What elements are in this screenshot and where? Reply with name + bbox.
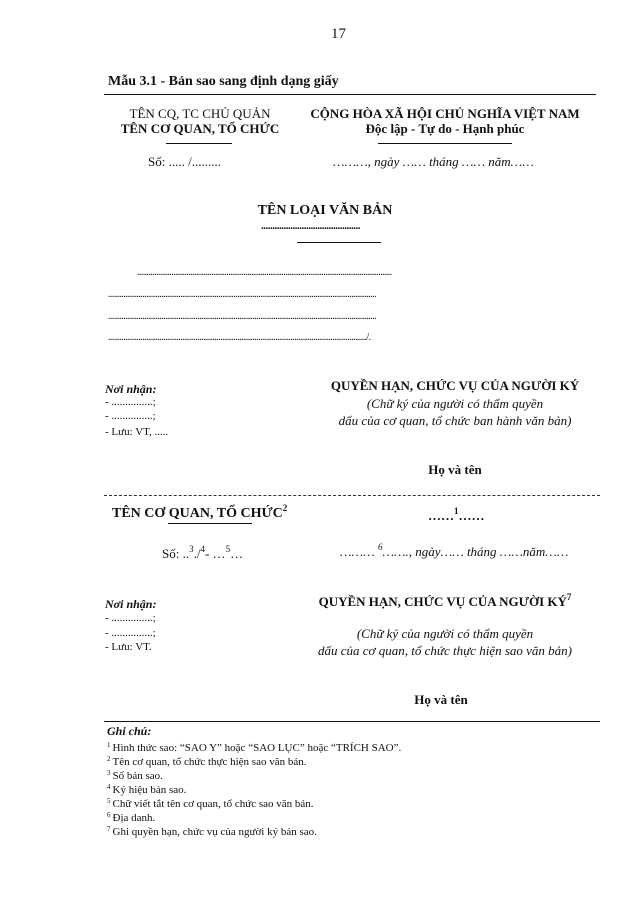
signer-note: (Chữ ký của người có thẩm quyền xyxy=(366,396,544,411)
copy-form-field: ……$^1$…… xyxy=(428,506,485,523)
doc-type: TÊN LOẠI VĂN BẢN xyxy=(257,203,393,218)
signer-note: dấu của cơ quan, tổ chức ban hành văn bản) xyxy=(338,413,572,428)
recipient-item: - ...............; xyxy=(105,410,156,422)
note-item: $^4$ Ký hiệu bản sao. xyxy=(107,783,187,796)
copy-recipient-item: - ...............; xyxy=(105,612,156,624)
note-item: $^3$ Số bản sao. xyxy=(107,769,163,782)
signer-name: Họ và tên xyxy=(428,462,482,477)
note-item: $^1$ Hình thức sao: “SAO Y” hoặc “SAO LỤC” hoặc “TRÍCH SAO”. xyxy=(107,741,402,754)
copy-number: Số: ..$^3$./$^4$- …$^5$… xyxy=(162,544,244,561)
note-item: $^6$ Địa danh. xyxy=(107,811,156,824)
doc-number: Số: ..... /......... xyxy=(148,154,221,169)
recipient-item: - ...............; xyxy=(105,396,156,408)
copy-place-date: ……… $^6$……., ngày…… tháng ……năm…… xyxy=(340,542,569,559)
agency-name: TÊN CƠ QUAN, TỔ CHỨC xyxy=(120,121,280,136)
copy-signer-name: Họ và tên xyxy=(414,692,468,707)
subject-underline xyxy=(297,242,381,243)
motto-underline xyxy=(378,143,512,144)
motto: Độc lập - Tự do - Hạnh phúc xyxy=(365,121,525,136)
body-line: ......................................................................................................................................../. xyxy=(108,332,371,343)
body-line: ...................................................................................................................................... xyxy=(137,267,392,278)
copy-agency-name: TÊN CƠ QUAN, TỔ CHỨC$^2$ xyxy=(112,503,288,521)
body-line: ............................................................................................................................................. xyxy=(108,289,376,300)
copy-signer-title: QUYỀN HẠN, CHỨC VỤ CỦA NGƯỜI $KÝ^7$ xyxy=(318,592,572,609)
notes-label: Ghi chú: xyxy=(107,724,152,738)
agency-parent: TÊN CQ, TC CHỦ QUẢN xyxy=(129,106,271,121)
copy-separator xyxy=(104,495,600,496)
copy-agency-underline xyxy=(168,523,252,524)
form-title: Mẫu 3.1 - Bản sao sang định dạng giấy xyxy=(108,74,339,89)
page-number: 17 xyxy=(331,26,346,42)
agency-underline xyxy=(166,143,232,144)
signer-title: QUYỀN HẠN, CHỨC VỤ CỦA NGƯỜI KÝ xyxy=(330,378,580,393)
note-item: $^7$ Ghi quyền hạn, chức vụ của người ký bản sao. xyxy=(107,825,317,838)
copy-recipient-item: - Lưu: VT. xyxy=(105,641,152,653)
note-item: $^5$ Chữ viết tắt tên cơ quan, tổ chức sao văn bản. xyxy=(107,797,314,810)
notes-rule xyxy=(104,721,600,722)
nation-title: CỘNG HÒA XÃ HỘI CHỦ NGHĨA VIỆT NAM xyxy=(310,106,580,121)
place-date: ………, ngày …… tháng …… năm…… xyxy=(333,154,534,169)
recipients-label: Nơi nhận: xyxy=(105,382,157,396)
title-rule xyxy=(104,94,596,95)
doc-subject: ............................................ xyxy=(261,220,360,232)
note-item: $^2$ Tên cơ quan, tổ chức thực hiện sao văn bản. xyxy=(107,755,307,768)
copy-recipients-label: Nơi nhận: xyxy=(105,597,157,611)
copy-recipient-item: - ...............; xyxy=(105,627,156,639)
recipient-item: - Lưu: VT, ..... xyxy=(105,426,169,438)
copy-signer-note: (Chữ ký của người có thẩm quyền xyxy=(356,626,534,641)
body-line: ............................................................................................................................................. xyxy=(108,311,376,322)
copy-signer-note: dấu của cơ quan, tổ chức thực hiện sao văn bản) xyxy=(318,643,572,658)
